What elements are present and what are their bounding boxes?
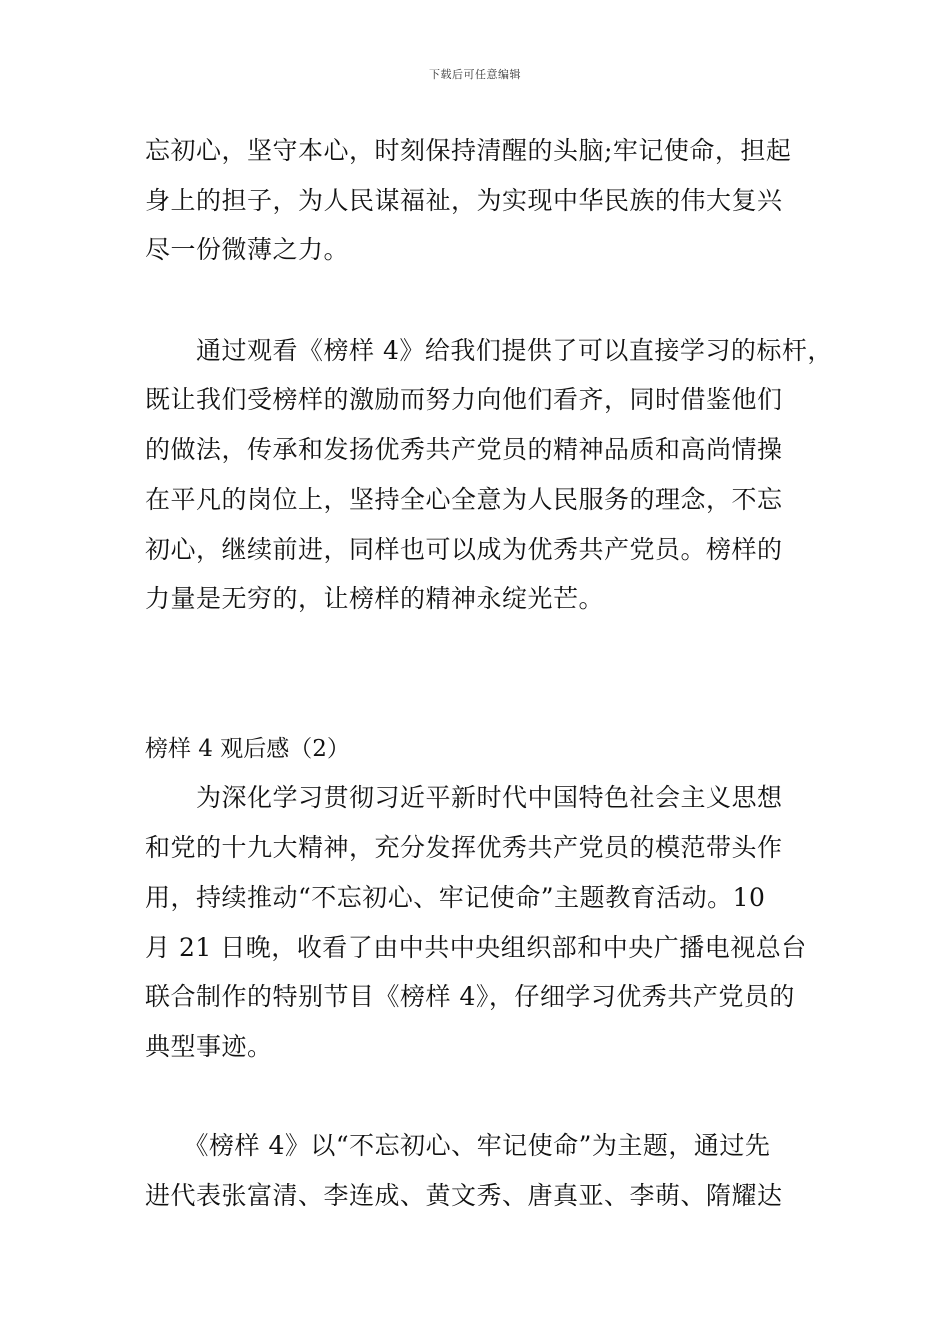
text-line: 和党的十九大精神，充分发挥优秀共产党员的模范带头作: [145, 833, 783, 862]
text-line: 典型事迹。: [145, 1032, 273, 1061]
text-line: 为深化学习贯彻习近平新时代中国特色社会主义思想: [145, 783, 783, 812]
section-heading: 榜样 4 观后感（2）: [145, 736, 350, 762]
text-line: 的做法，传承和发扬优秀共产党员的精神品质和高尚情操: [145, 435, 783, 464]
text-line: 忘初心，坚守本心，时刻保持清醒的头脑;牢记使命，担起: [145, 136, 792, 165]
text-line: 联合制作的特别节目《榜样 4》，仔细学习优秀共产党员的: [145, 982, 795, 1011]
text-line: 既让我们受榜样的激励而努力向他们看齐，同时借鉴他们: [145, 385, 783, 414]
text-line: 月 21 日晚，收看了由中共中央组织部和中央广播电视总台: [145, 933, 807, 962]
page-header: 下载后可任意编辑: [429, 68, 521, 81]
text-line: 身上的担子，为人民谋福祉，为实现中华民族的伟大复兴: [145, 186, 783, 215]
text-line: 尽一份微薄之力。: [145, 235, 350, 264]
text-line: 《榜样 4》以“不忘初心、牢记使命”为主题，通过先: [145, 1131, 771, 1160]
text-line: 通过观看《榜样 4》给我们提供了可以直接学习的标杆，: [145, 336, 833, 365]
text-line: 进代表张富清、李连成、黄文秀、唐真亚、李萌、隋耀达: [145, 1181, 783, 1210]
text-line: 用，持续推动“不忘初心、牢记使命”主题教育活动。10: [145, 883, 766, 912]
text-line: 力量是无穷的，让榜样的精神永绽光芒。: [145, 584, 605, 613]
text-line: 初心，继续前进，同样也可以成为优秀共产党员。榜样的: [145, 535, 783, 564]
text-line: 在平凡的岗位上，坚持全心全意为人民服务的理念，不忘: [145, 485, 783, 514]
